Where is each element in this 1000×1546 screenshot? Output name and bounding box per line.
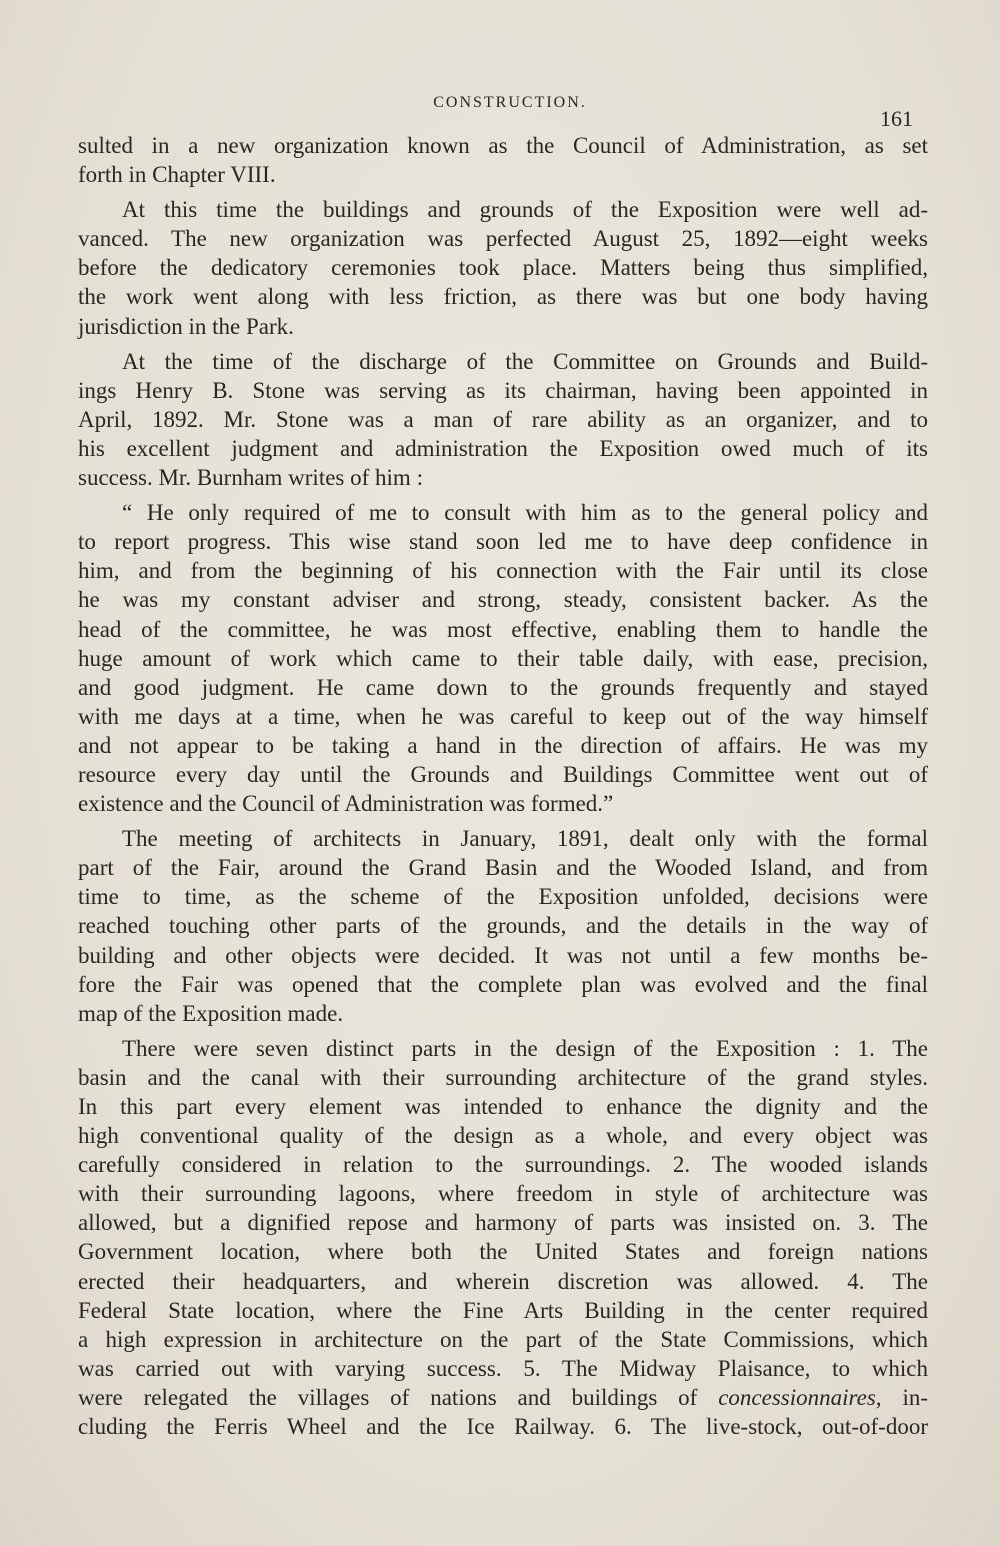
text-line: forth in Chapter VIII. — [78, 162, 276, 188]
text-line: jurisdiction in the Park. — [78, 313, 294, 339]
text-line: to report progress. This wise stand soon led me to have deep confidence in — [78, 529, 928, 555]
text-line: The meeting of architects in January, 1891, dealt only with the formal — [122, 826, 928, 852]
text-line: cluding the Ferris Wheel and the Ice Railway. 6. The live-stock, out-of-door — [78, 1414, 928, 1440]
running-head: CONSTRUCTION. — [433, 94, 587, 111]
page-number: 161 — [880, 106, 913, 131]
text-line: There were seven distinct parts in the design of the Exposition : 1. The — [122, 1035, 928, 1061]
text-line: building and other objects were decided. It was not until a few months be- — [78, 942, 928, 968]
text-line: success. Mr. Burnham writes of him : — [78, 465, 423, 491]
text-line: April, 1892. Mr. Stone was a man of rare ability as an organizer, and to — [78, 406, 928, 432]
text-line: a high expression in architecture on the part of the State Commissions, which — [78, 1326, 928, 1352]
text-line: “ He only required of me to consult with him as to the general policy and — [122, 500, 928, 526]
text-line: ings Henry B. Stone was serving as its chairman, having been appointed in — [78, 377, 928, 403]
text-line: basin and the canal with their surrounding architecture of the grand styles. — [78, 1064, 928, 1090]
text-line: with their surrounding lagoons, where freedom in style of architecture was — [78, 1181, 928, 1207]
text-line: carefully considered in relation to the surroundings. 2. The wooded islands — [78, 1152, 928, 1178]
text-line: sulted in a new organization known as the Council of Administration, as set — [78, 133, 928, 158]
text-line: before the dedicatory ceremonies took place. Matters being thus simplified, — [78, 255, 928, 281]
text-line: erected their headquarters, and wherein discretion was allowed. 4. The — [78, 1268, 928, 1294]
text-line: he was my constant adviser and strong, steady, consistent backer. As the — [78, 587, 928, 613]
text-line: Federal State location, where the Fine Arts Building in the center required — [78, 1297, 928, 1323]
text-line: his excellent judgment and administration the Exposition owed much of its — [78, 435, 928, 461]
text-line: time to time, as the scheme of the Exposition unfolded, decisions were — [78, 884, 928, 910]
text-line: reached touching other parts of the grounds, and the details in the way of — [78, 913, 928, 939]
text-line: At the time of the discharge of the Committee on Grounds and Build- — [122, 348, 928, 374]
body-text — [78, 131, 928, 1441]
text-line: with me days at a time, when he was careful to keep out of the way himself — [78, 703, 928, 729]
text-line: Government location, where both the United States and foreign nations — [78, 1239, 928, 1265]
text-line: head of the committee, he was most effective, enabling them to handle the — [78, 616, 928, 642]
text-line: vanced. The new organization was perfected August 25, 1892—eight weeks — [78, 226, 928, 252]
text-line: him, and from the beginning of his connection with the Fair until its close — [78, 558, 928, 584]
text-line: high conventional quality of the design as a whole, and every object was — [78, 1123, 928, 1149]
text-line: and not appear to be taking a hand in the direction of affairs. He was my — [78, 732, 928, 758]
text-line: were relegated the villages of nations and buildings of concessionnaires, in- — [78, 1384, 928, 1410]
text-line: the work went along with less friction, as there was but one body having — [78, 284, 928, 310]
text-line: and good judgment. He came down to the grounds frequently and stayed — [78, 674, 928, 700]
text-line: map of the Exposition made. — [78, 1000, 344, 1026]
text-line: part of the Fair, around the Grand Basin and the Wooded Island, and from — [78, 855, 928, 881]
text-line: was carried out with varying success. 5. The Midway Plaisance, to which — [78, 1355, 928, 1381]
text-line: huge amount of work which came to their table daily, with ease, precision, — [78, 645, 928, 671]
text-line: At this time the buildings and grounds of the Exposition were well ad- — [122, 197, 928, 223]
text-line: fore the Fair was opened that the complete plan was evolved and the final — [78, 971, 928, 997]
text-line: resource every day until the Grounds and Buildings Committee went out of — [78, 761, 928, 787]
text-line: existence and the Council of Administration was formed.” — [78, 791, 614, 817]
text-line: allowed, but a dignified repose and harmony of parts was insisted on. 3. The — [78, 1210, 928, 1236]
text-line: In this part every element was intended to enhance the dignity and the — [78, 1094, 928, 1119]
